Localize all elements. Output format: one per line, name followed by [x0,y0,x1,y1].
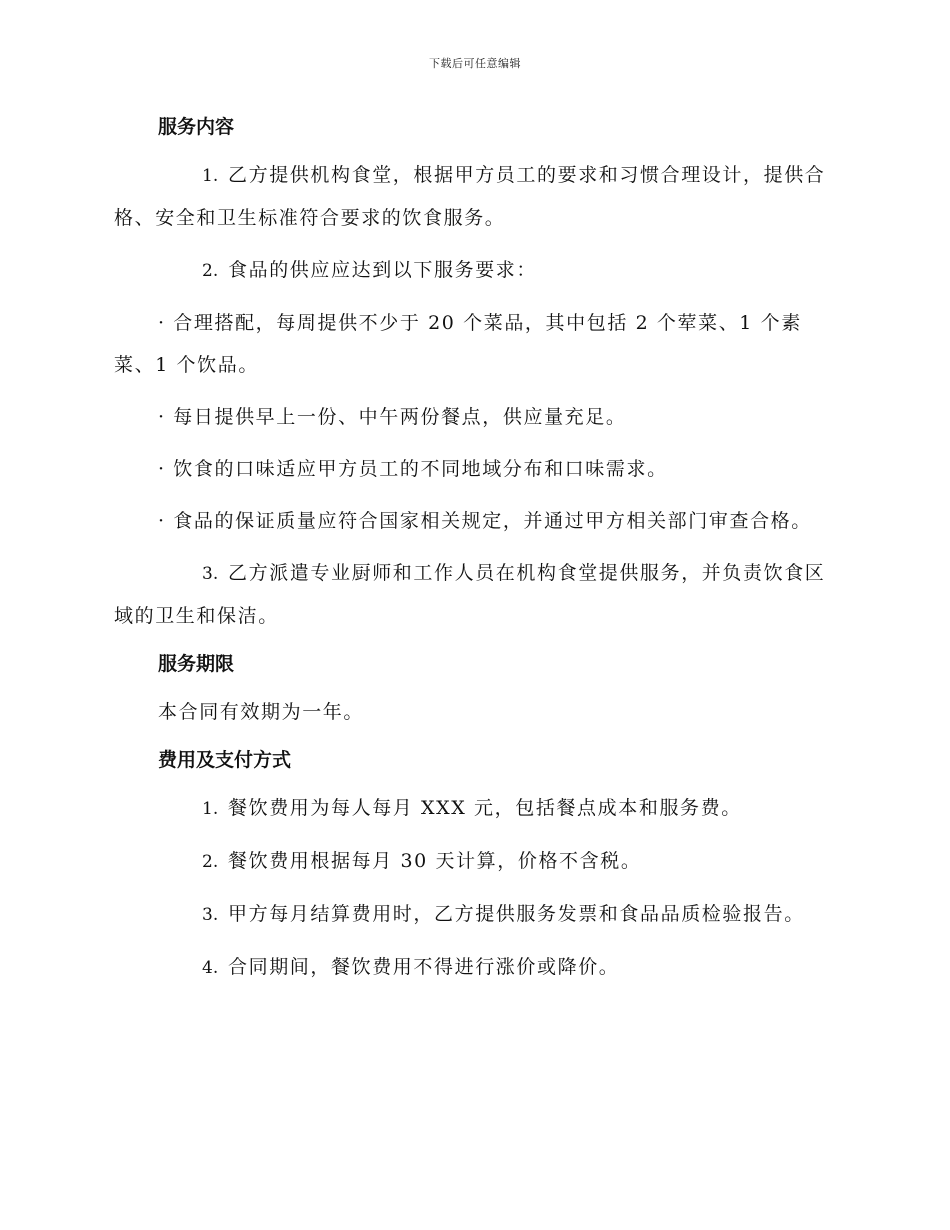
item-number: 4. [202,958,219,978]
fee-item-3 [114,893,840,936]
item-text: 乙方派遣专业厨师和工作人员在机构食堂提供服务，并负责饮食区域的卫生和保洁。 [114,562,826,627]
item-text: 甲方每月结算费用时，乙方提供服务发票和食品品质检验报告。 [228,903,805,925]
requirement-bullet-1: · 合理搭配，每周提供不少于 20 个菜品，其中包括 2 个荤菜、1 个素菜、1 个饮品。 [114,312,802,376]
item-text: 乙方提供机构食堂，根据甲方员工的要求和习惯合理设计，提供合格、安全和卫生标准符合要求的饮食服务。 [114,164,826,229]
page-header: 下载后可任意编辑 [429,57,521,70]
item-number: 3. [202,905,219,925]
requirement-bullet-4: · 食品的保证质量应符合国家相关规定，并通过甲方相关部门审查合格。 [158,510,812,532]
item-number: 2. [202,852,219,872]
service-item-1 [114,154,840,239]
service-item-3 [114,552,840,637]
service-term-text: 本合同有效期为一年。 [158,701,365,723]
item-text: 餐饮费用为每人每月 XXX 元，包括餐点成本和服务费。 [228,797,742,819]
item-number: 1. [202,166,219,186]
service-item-2 [114,249,840,292]
item-number: 2. [202,261,219,281]
item-text: 合同期间，餐饮费用不得进行涨价或降价。 [228,956,620,978]
item-text: 餐饮费用根据每月 30 天计算，价格不含税。 [228,850,642,872]
section-heading-fees-payment: 费用及支付方式 [158,749,292,771]
fee-item-4 [114,946,840,989]
document-body [114,110,840,989]
item-number: 3. [202,564,219,584]
fee-item-1 [114,787,840,830]
requirement-bullet-3: · 饮食的口味适应甲方员工的不同地域分布和口味需求。 [158,458,668,480]
section-heading-service-term: 服务期限 [158,653,235,675]
section-heading-service-content: 服务内容 [158,116,235,138]
fee-item-2 [114,840,840,883]
item-number: 1. [202,799,219,819]
item-text: 食品的供应应达到以下服务要求： [228,259,538,281]
requirement-bullet-2: · 每日提供早上一份、中午两份餐点，供应量充足。 [158,406,627,428]
